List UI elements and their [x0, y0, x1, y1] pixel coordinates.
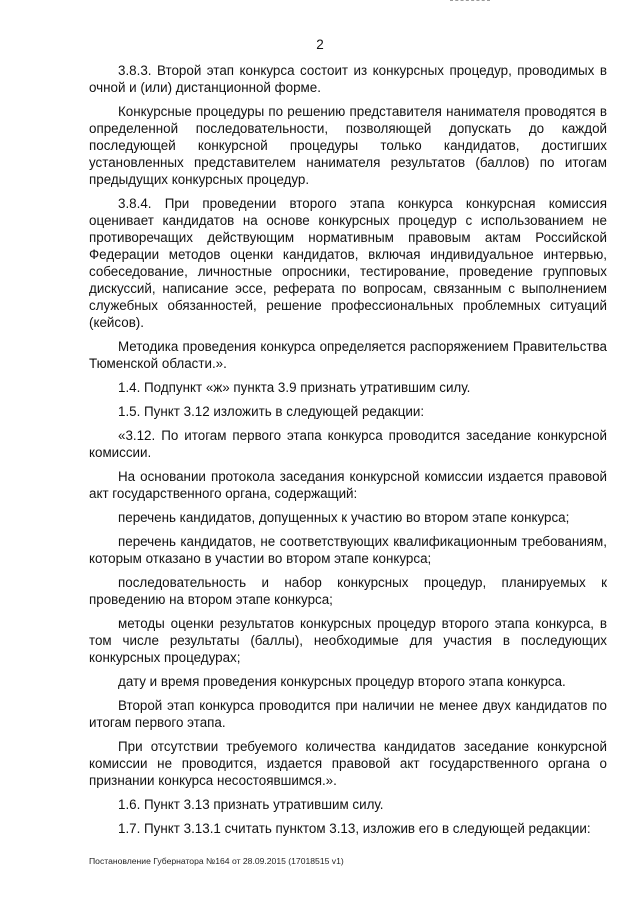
paragraph-second-stage: Второй этап конкурса проводится при наличии не менее двух кандидатов по итогам первого этапа.: [89, 698, 607, 730]
scan-artifact-mark: [450, 0, 490, 1]
list-item-sequence: последовательность и набор конкурсных процедур, планируемых к проведению на втором этапе конкурса;: [89, 575, 607, 607]
list-item-methods: методы оценки результатов конкурсных процедур второго этапа конкурса, в том числе результаты (баллы), необходимые для участия в последующих конкурсных процедурах;: [89, 616, 607, 665]
paragraph-1-4: 1.4. Подпункт «ж» пункта 3.9 признать утратившим силу.: [118, 380, 471, 395]
paragraph-3-12: «3.12. По итогам первого этапа конкурса проводится заседание конкурсной комиссии.: [89, 428, 607, 460]
paragraph-1-5: 1.5. Пункт 3.12 изложить в следующей редакции:: [118, 404, 425, 419]
page-number: 2: [316, 37, 324, 52]
paragraph-insufficient: При отсутствии требуемого количества кандидатов заседание конкурсной комиссии не проводится, издается правовой акт государственного органа о признании конкурса несостоявшимся.».: [89, 739, 607, 788]
paragraph-protocol: На основании протокола заседания конкурсной комиссии издается правовой акт государственного органа, содержащий:: [89, 469, 607, 501]
list-item-not-qualified: перечень кандидатов, не соответствующих квалификационным требованиям, которым отказано в участии во втором этапе конкурса;: [89, 534, 607, 566]
paragraph-1-6: 1.6. Пункт 3.13 признать утратившим силу.: [118, 797, 384, 812]
paragraph-methodology: Методика проведения конкурса определяется распоряжением Правительства Тюменской области.».: [89, 339, 607, 371]
paragraph-procedures: Конкурсные процедуры по решению представителя нанимателя проводятся в определенной последовательности, позволяющей допускать до каждой последующей конкурсной процедуры только кандидатов, достигших установленных представителем нанимателя результатов (баллов) по итогам предыдущих конкурсных процедур.: [89, 104, 607, 187]
paragraph-3-8-3: 3.8.3. Второй этап конкурса состоит из конкурсных процедур, проводимых в очной и (или) дистанционной форме.: [89, 63, 607, 95]
paragraph-1-7: 1.7. Пункт 3.13.1 считать пунктом 3.13, изложив его в следующей редакции:: [118, 821, 591, 836]
paragraph-3-8-4: 3.8.4. При проведении второго этапа конкурса конкурсная комиссия оценивает кандидатов на основе конкурсных процедур с использованием не противоречащих действующим нормативным правовым актам Российской Федерации методов оценки кандидатов, включая индивидуальное интервью, собеседование, личностные опросники, тестирование, проведение групповых дискуссий, написание эссе, реферата по вопросам, связанным с выполнением служебных обязанностей, решение профессиональных проблемных ситуаций (кейсов).: [89, 196, 607, 330]
list-item-admitted: перечень кандидатов, допущенных к участию во втором этапе конкурса;: [118, 510, 570, 525]
document-body: [89, 62, 607, 844]
document-footer: Постановление Губернатора №164 от 28.09.2015 (17018515 v1): [89, 856, 344, 866]
list-item-date-time: дату и время проведения конкурсных процедур второго этапа конкурса.: [118, 674, 566, 689]
